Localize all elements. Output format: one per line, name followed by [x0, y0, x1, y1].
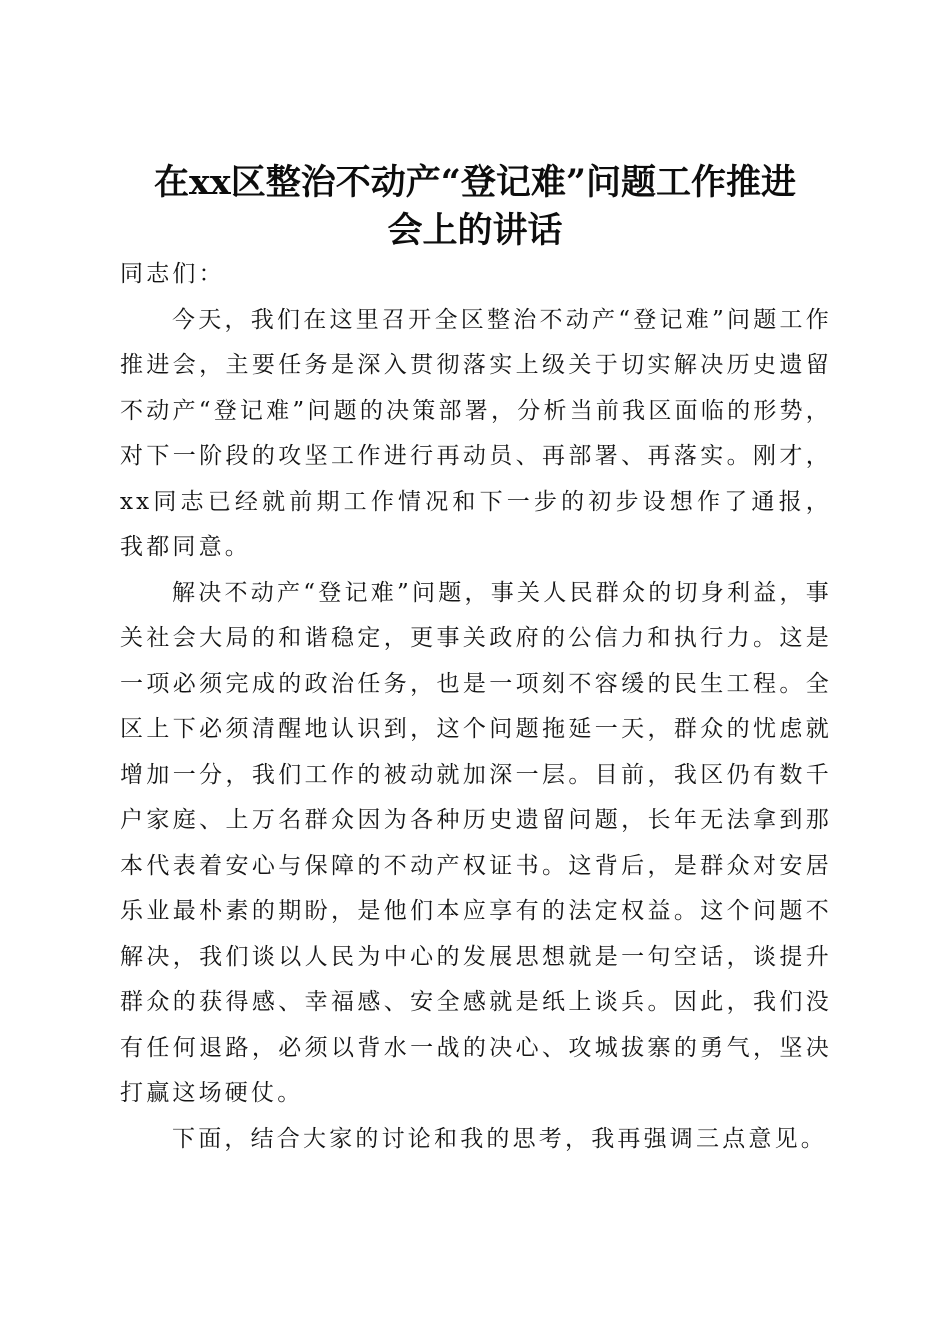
title-line-2: 会上的讲话	[387, 210, 563, 252]
title-line-1: 在xx区整治不动产“登记难”问题工作推进	[154, 162, 796, 204]
paragraph-opening: 今天，我们在这里召开全区整治不动产“登记难”问题工作推进会，主要任务是深入贯彻落实上级关于切实解决历史遗留不动产“登记难”问题的决策部署，分析当前我区面临的形势，对下一阶段的攻坚工作进行再动员、再部署、再落实。刚才，xx同志已经就前期工作情况和下一步的初步设想作了通报，我都同意。	[120, 306, 832, 560]
paragraph-transition: 下面，结合大家的讨论和我的思考，我再强调三点意见。	[172, 1125, 827, 1152]
document-body	[120, 252, 832, 1162]
paragraph-significance: 解决不动产“登记难”问题，事关人民群众的切身利益，事关社会大局的和谐稳定，更事关政府的公信力和执行力。这是一项必须完成的政治任务，也是一项刻不容缓的民生工程。全区上下必须清醒地认识到，这个问题拖延一天，群众的忧虑就增加一分，我们工作的被动就加深一层。目前，我区仍有数千户家庭、上万名群众因为各种历史遗留问题，长年无法拿到那本代表着安心与保障的不动产权证书。这背后，是群众对安居乐业最朴素的期盼，是他们本应享有的法定权益。这个问题不解决，我们谈以人民为中心的发展思想就是一句空话，谈提升群众的获得感、幸福感、安全感就是纸上谈兵。因此，我们没有任何退路，必须以背水一战的决心、攻城拔寨的勇气，坚决打赢这场硬仗。	[120, 579, 832, 1106]
document-title	[100, 159, 850, 255]
salutation: 同志们：	[120, 261, 225, 287]
